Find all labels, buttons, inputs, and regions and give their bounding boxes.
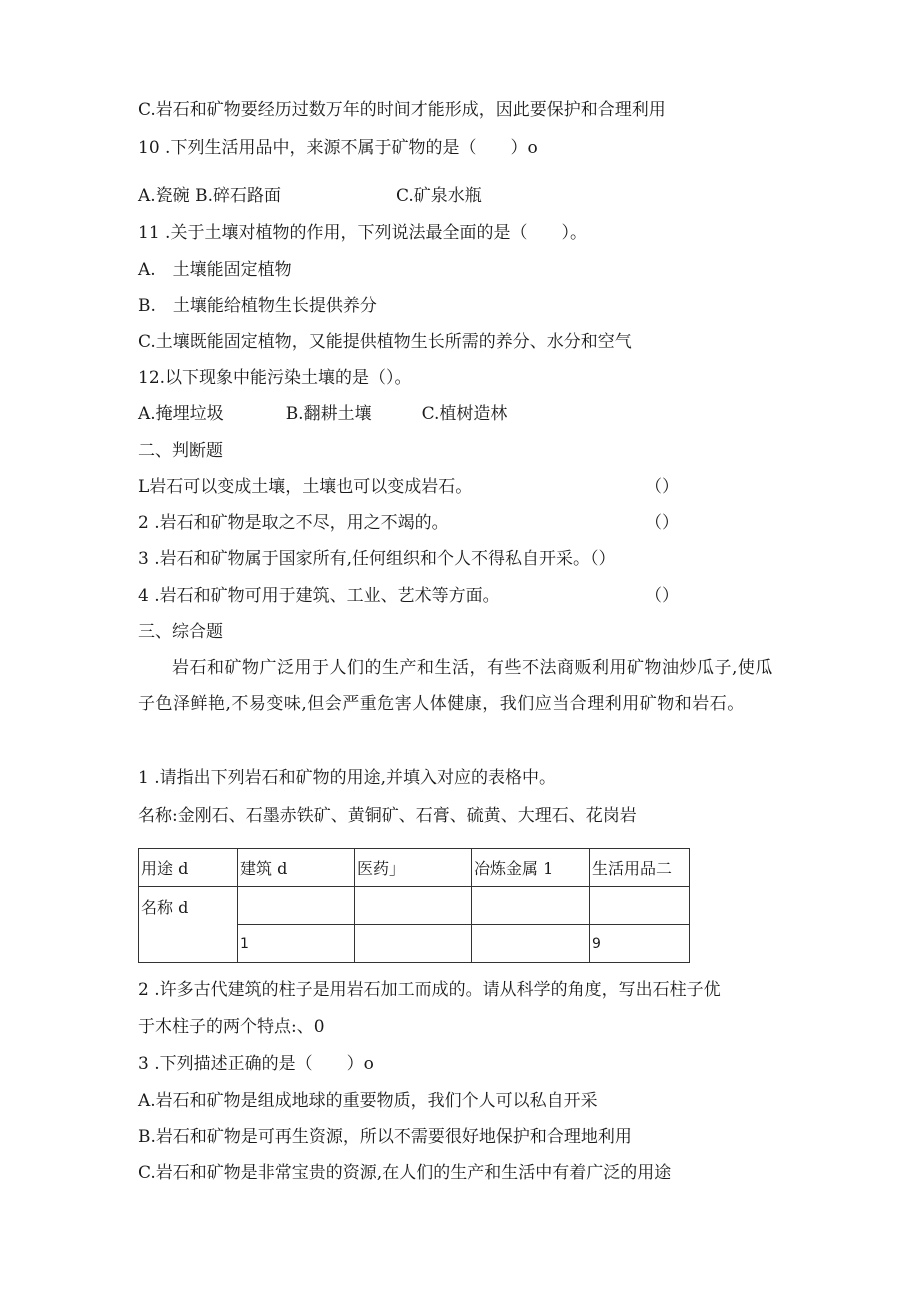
- table-header-cell: 冶炼金属 1: [472, 849, 590, 887]
- table-header-cell: 建筑 d: [238, 849, 355, 887]
- comprehensive-1: 1 .请指出下列岩石和矿物的用途,并填入对应的表格中。: [138, 768, 557, 788]
- table-row: [139, 887, 690, 925]
- table-cell[interactable]: [472, 887, 590, 925]
- q10-option-c: C.矿泉水瓶: [395, 186, 482, 206]
- judgement-2-paren: （）: [645, 513, 679, 533]
- table-cell[interactable]: 9: [590, 925, 690, 963]
- q12-option-a: A.掩埋垃圾: [138, 404, 224, 424]
- question-10: 10 .下列生活用品中，来源不属于矿物的是（ ）o: [138, 138, 538, 158]
- q12-option-b: B.翻耕土壤: [285, 404, 372, 424]
- table-cell[interactable]: [238, 887, 355, 925]
- uses-table: [138, 848, 690, 963]
- judgement-3: 3 .岩石和矿物属于国家所有,任何组织和个人不得私自开采。（）: [138, 549, 616, 569]
- judgement-1-paren: （）: [645, 477, 679, 497]
- mineral-names: 名称:金刚石、石墨赤铁矿、黄铜矿、石膏、硫黄、大理石、花岗岩: [138, 806, 637, 826]
- table-header-cell: 生活用品二: [590, 849, 690, 887]
- comprehensive-2-line1: 2 .许多古代建筑的柱子是用岩石加工而成的。请从科学的角度，写出石柱子优: [138, 980, 721, 1000]
- table-header-cell: 用途 d: [139, 849, 238, 887]
- table-row-label: 名称 d: [139, 887, 238, 963]
- q9-option-c: C.岩石和矿物要经历过数万年的时间才能形成，因此要保护和合理利用: [138, 100, 666, 120]
- section-comprehensive-title: 三、综合题: [138, 622, 223, 642]
- q12-option-c: C.植树造林: [421, 404, 508, 424]
- q11-option-c: C.土壤既能固定植物，又能提供植物生长所需的养分、水分和空气: [138, 332, 632, 352]
- q11-option-a: A. 土壤能固定植物: [138, 260, 292, 280]
- judgement-1: L岩石可以变成土壤，土壤也可以变成岩石。: [138, 477, 473, 497]
- judgement-2: 2 .岩石和矿物是取之不尽，用之不竭的。: [138, 513, 449, 533]
- q12-options: [138, 402, 507, 426]
- table-cell[interactable]: [355, 925, 472, 963]
- table-cell[interactable]: 1: [238, 925, 355, 963]
- judgement-4-paren: （）: [645, 586, 679, 606]
- table-row: [139, 849, 690, 887]
- comprehensive-2-line2: 于木柱子的两个特点:、0: [138, 1017, 325, 1037]
- q10-options: [138, 184, 482, 208]
- c3-option-b: B.岩石和矿物是可再生资源，所以不需要很好地保护和合理地利用: [138, 1127, 632, 1147]
- table-cell[interactable]: [590, 887, 690, 925]
- c3-option-c: C.岩石和矿物是非常宝贵的资源,在人们的生产和生活中有着广泛的用途: [138, 1163, 672, 1183]
- q10-option-ab: A.瓷碗 B.碎石路面: [138, 186, 281, 206]
- q11-option-b: B. 土壤能给植物生长提供养分: [138, 296, 377, 316]
- intro-paragraph: 岩石和矿物广泛用于人们的生产和生活，有些不法商贩利用矿物油炒瓜子,使瓜子色泽鲜艳,不易变味,但会严重危害人体健康，我们应当合理利用矿物和岩石。: [138, 658, 773, 714]
- c3-option-a: A.岩石和矿物是组成地球的重要物质，我们个人可以私自开采: [138, 1091, 598, 1111]
- question-12: 12.以下现象中能污染土壤的是（）。: [138, 368, 412, 388]
- comprehensive-3: 3 .下列描述正确的是（ ）o: [138, 1054, 374, 1074]
- judgement-4: 4 .岩石和矿物可用于建筑、工业、艺术等方面。: [138, 586, 500, 606]
- table-header-cell: 医药」: [355, 849, 472, 887]
- table-cell[interactable]: [472, 925, 590, 963]
- section-judgement-title: 二、判断题: [138, 441, 223, 461]
- question-11: 11 .关于土壤对植物的作用，下列说法最全面的是（ ）。: [138, 223, 587, 243]
- table-cell[interactable]: [355, 887, 472, 925]
